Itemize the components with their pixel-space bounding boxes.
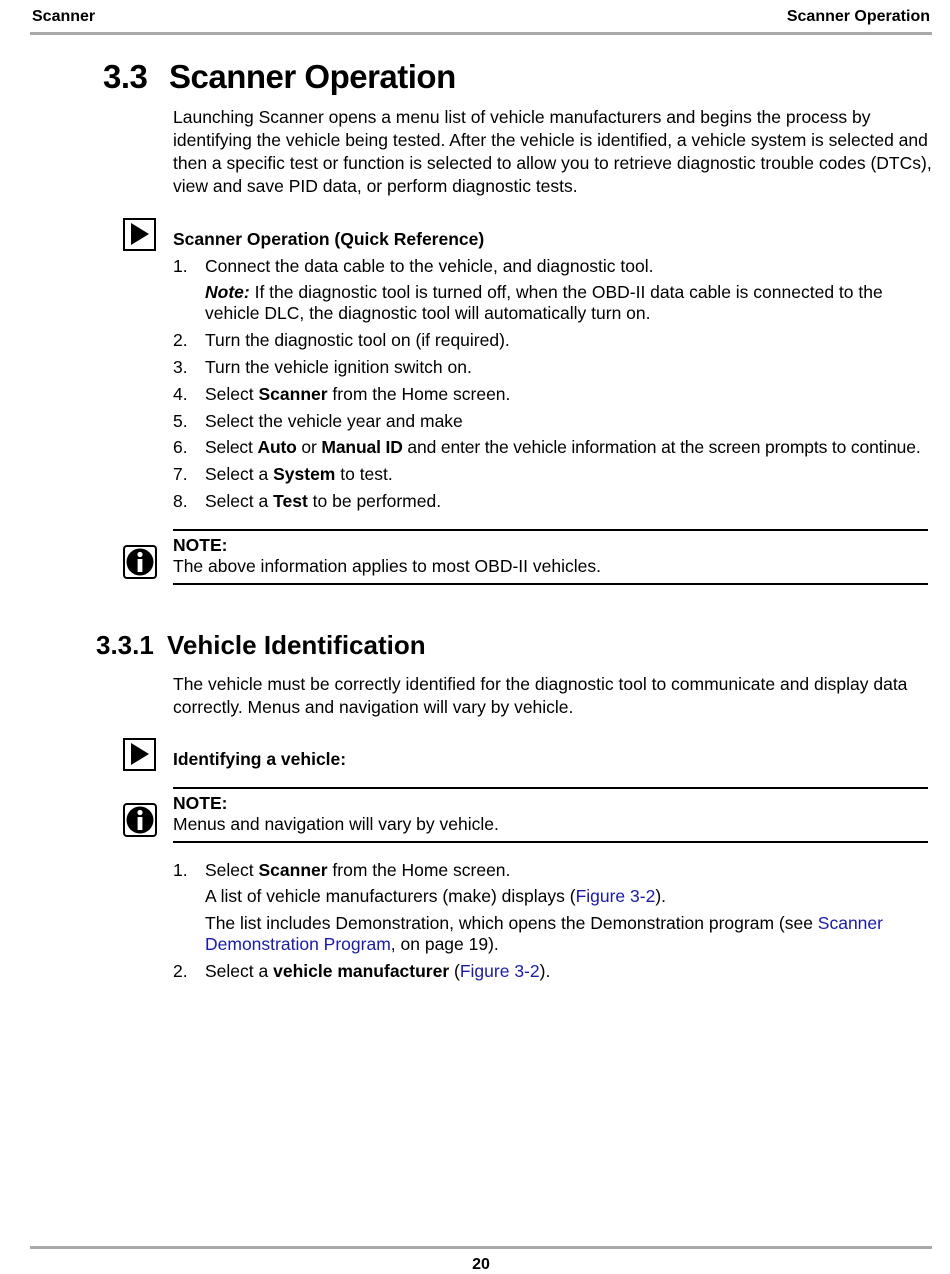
step-number: 1. <box>173 860 188 880</box>
text-run: Select a <box>205 961 274 981</box>
subsection-title: Vehicle Identification <box>167 630 426 660</box>
ui-term: Manual ID <box>321 437 403 457</box>
step-number: 5. <box>173 411 188 431</box>
note-bottom-rule <box>173 841 928 843</box>
text-run: to be performed. <box>307 491 442 511</box>
ui-term: Scanner <box>258 384 328 404</box>
step-number: 7. <box>173 464 188 484</box>
section-title: Scanner Operation <box>169 58 456 95</box>
step-text <box>205 357 935 378</box>
text-run: from the Home screen. <box>327 860 511 880</box>
step-note <box>205 282 935 324</box>
info-icon <box>123 803 157 837</box>
note-label: NOTE: <box>173 535 228 555</box>
step-text <box>205 256 935 277</box>
step-text <box>205 437 935 458</box>
text-run: Select <box>205 437 258 457</box>
step-text <box>205 384 935 405</box>
text-run: Connect the data cable to the vehicle, and diagnostic tool. <box>205 256 654 276</box>
step-text <box>205 464 935 485</box>
running-header-right: Scanner Operation <box>786 8 930 25</box>
cross-reference-link[interactable]: Scanner Demonstration Program <box>205 913 883 954</box>
step-text <box>205 961 935 982</box>
note-top-rule <box>173 529 928 531</box>
text-run: , on page 19). <box>390 934 499 954</box>
step-text <box>205 860 935 881</box>
ui-term: System <box>273 464 336 484</box>
text-run: or <box>296 437 322 457</box>
ui-term: vehicle manufacturer <box>273 961 450 981</box>
procedure-arrow-icon <box>123 218 156 251</box>
text-run: and enter the vehicle information at the screen prompts to continue. <box>402 437 921 457</box>
subsection-number: 3.3.1 <box>96 630 154 660</box>
note-label: NOTE: <box>173 793 228 813</box>
text-run: ( <box>449 961 460 981</box>
running-header-left: Scanner <box>32 8 96 25</box>
cross-reference-link[interactable]: Figure 3-2 <box>575 886 656 906</box>
text-run: The list includes Demonstration, which opens the Demonstration program (see <box>205 913 818 933</box>
text-run: ). <box>655 886 667 906</box>
step-number: 1. <box>173 256 188 276</box>
text-run: from the Home screen. <box>327 384 511 404</box>
text-run: Select a <box>205 491 274 511</box>
step-result <box>205 913 905 955</box>
step-number: 2. <box>173 961 188 981</box>
page-number: 20 <box>472 1256 490 1273</box>
ui-term: Scanner <box>258 860 328 880</box>
step-note-label: Note: <box>205 282 250 302</box>
quick-reference-title: Scanner Operation (Quick Reference) <box>173 229 485 249</box>
info-icon-glyph <box>125 805 155 835</box>
note-text: Menus and navigation will vary by vehicle. <box>173 814 499 834</box>
text-run: Select <box>205 384 259 404</box>
text-run: ). <box>539 961 551 981</box>
step-number: 3. <box>173 357 188 377</box>
footer-rule <box>30 1246 932 1249</box>
info-icon-glyph <box>125 547 155 577</box>
step-number: 2. <box>173 330 188 350</box>
procedure-arrow-icon <box>123 738 156 771</box>
text-run: Select the vehicle year and make <box>205 411 463 431</box>
cross-reference-link[interactable]: Figure 3-2 <box>459 961 540 981</box>
note-text: The above information applies to most OBD-II vehicles. <box>173 556 601 576</box>
step-number: 6. <box>173 437 188 457</box>
step-text <box>205 330 935 351</box>
text-run: A list of vehicle manufacturers (make) displays ( <box>205 886 576 906</box>
text-run: Turn the vehicle ignition switch on. <box>205 357 472 377</box>
step-note-text: If the diagnostic tool is turned off, when the OBD-II data cable is connected to the vehicle DLC, the diagnostic tool will automatically turn on. <box>205 282 883 323</box>
ui-term: Auto <box>257 437 297 457</box>
ui-term: Test <box>273 491 308 511</box>
step-number: 8. <box>173 491 188 511</box>
procedure-title: Identifying a vehicle: <box>173 749 347 769</box>
subsection-intro: The vehicle must be correctly identified for the diagnostic tool to communicate and display data correctly. Menus and navigation will vary by vehicle. <box>173 674 908 717</box>
step-result <box>205 886 935 907</box>
note-bottom-rule <box>173 583 928 585</box>
note-top-rule <box>173 787 928 789</box>
step-text <box>205 491 935 512</box>
step-text <box>205 411 935 432</box>
text-run: Select <box>205 860 259 880</box>
text-run: to test. <box>335 464 393 484</box>
section-number: 3.3 <box>103 58 148 95</box>
info-icon <box>123 545 157 579</box>
step-number: 4. <box>173 384 188 404</box>
header-rule <box>30 32 932 35</box>
text-run: Select a <box>205 464 274 484</box>
section-intro: Launching Scanner opens a menu list of vehicle manufacturers and begins the process by identifying the vehicle being tested. After the vehicle is identified, a vehicle system is selected and then a specific test or function is selected to allow you to retrieve diagnostic trouble codes (DTCs), view and save PID data, or perform diagnostic tests. <box>173 107 932 196</box>
text-run: Turn the diagnostic tool on (if required). <box>205 330 510 350</box>
